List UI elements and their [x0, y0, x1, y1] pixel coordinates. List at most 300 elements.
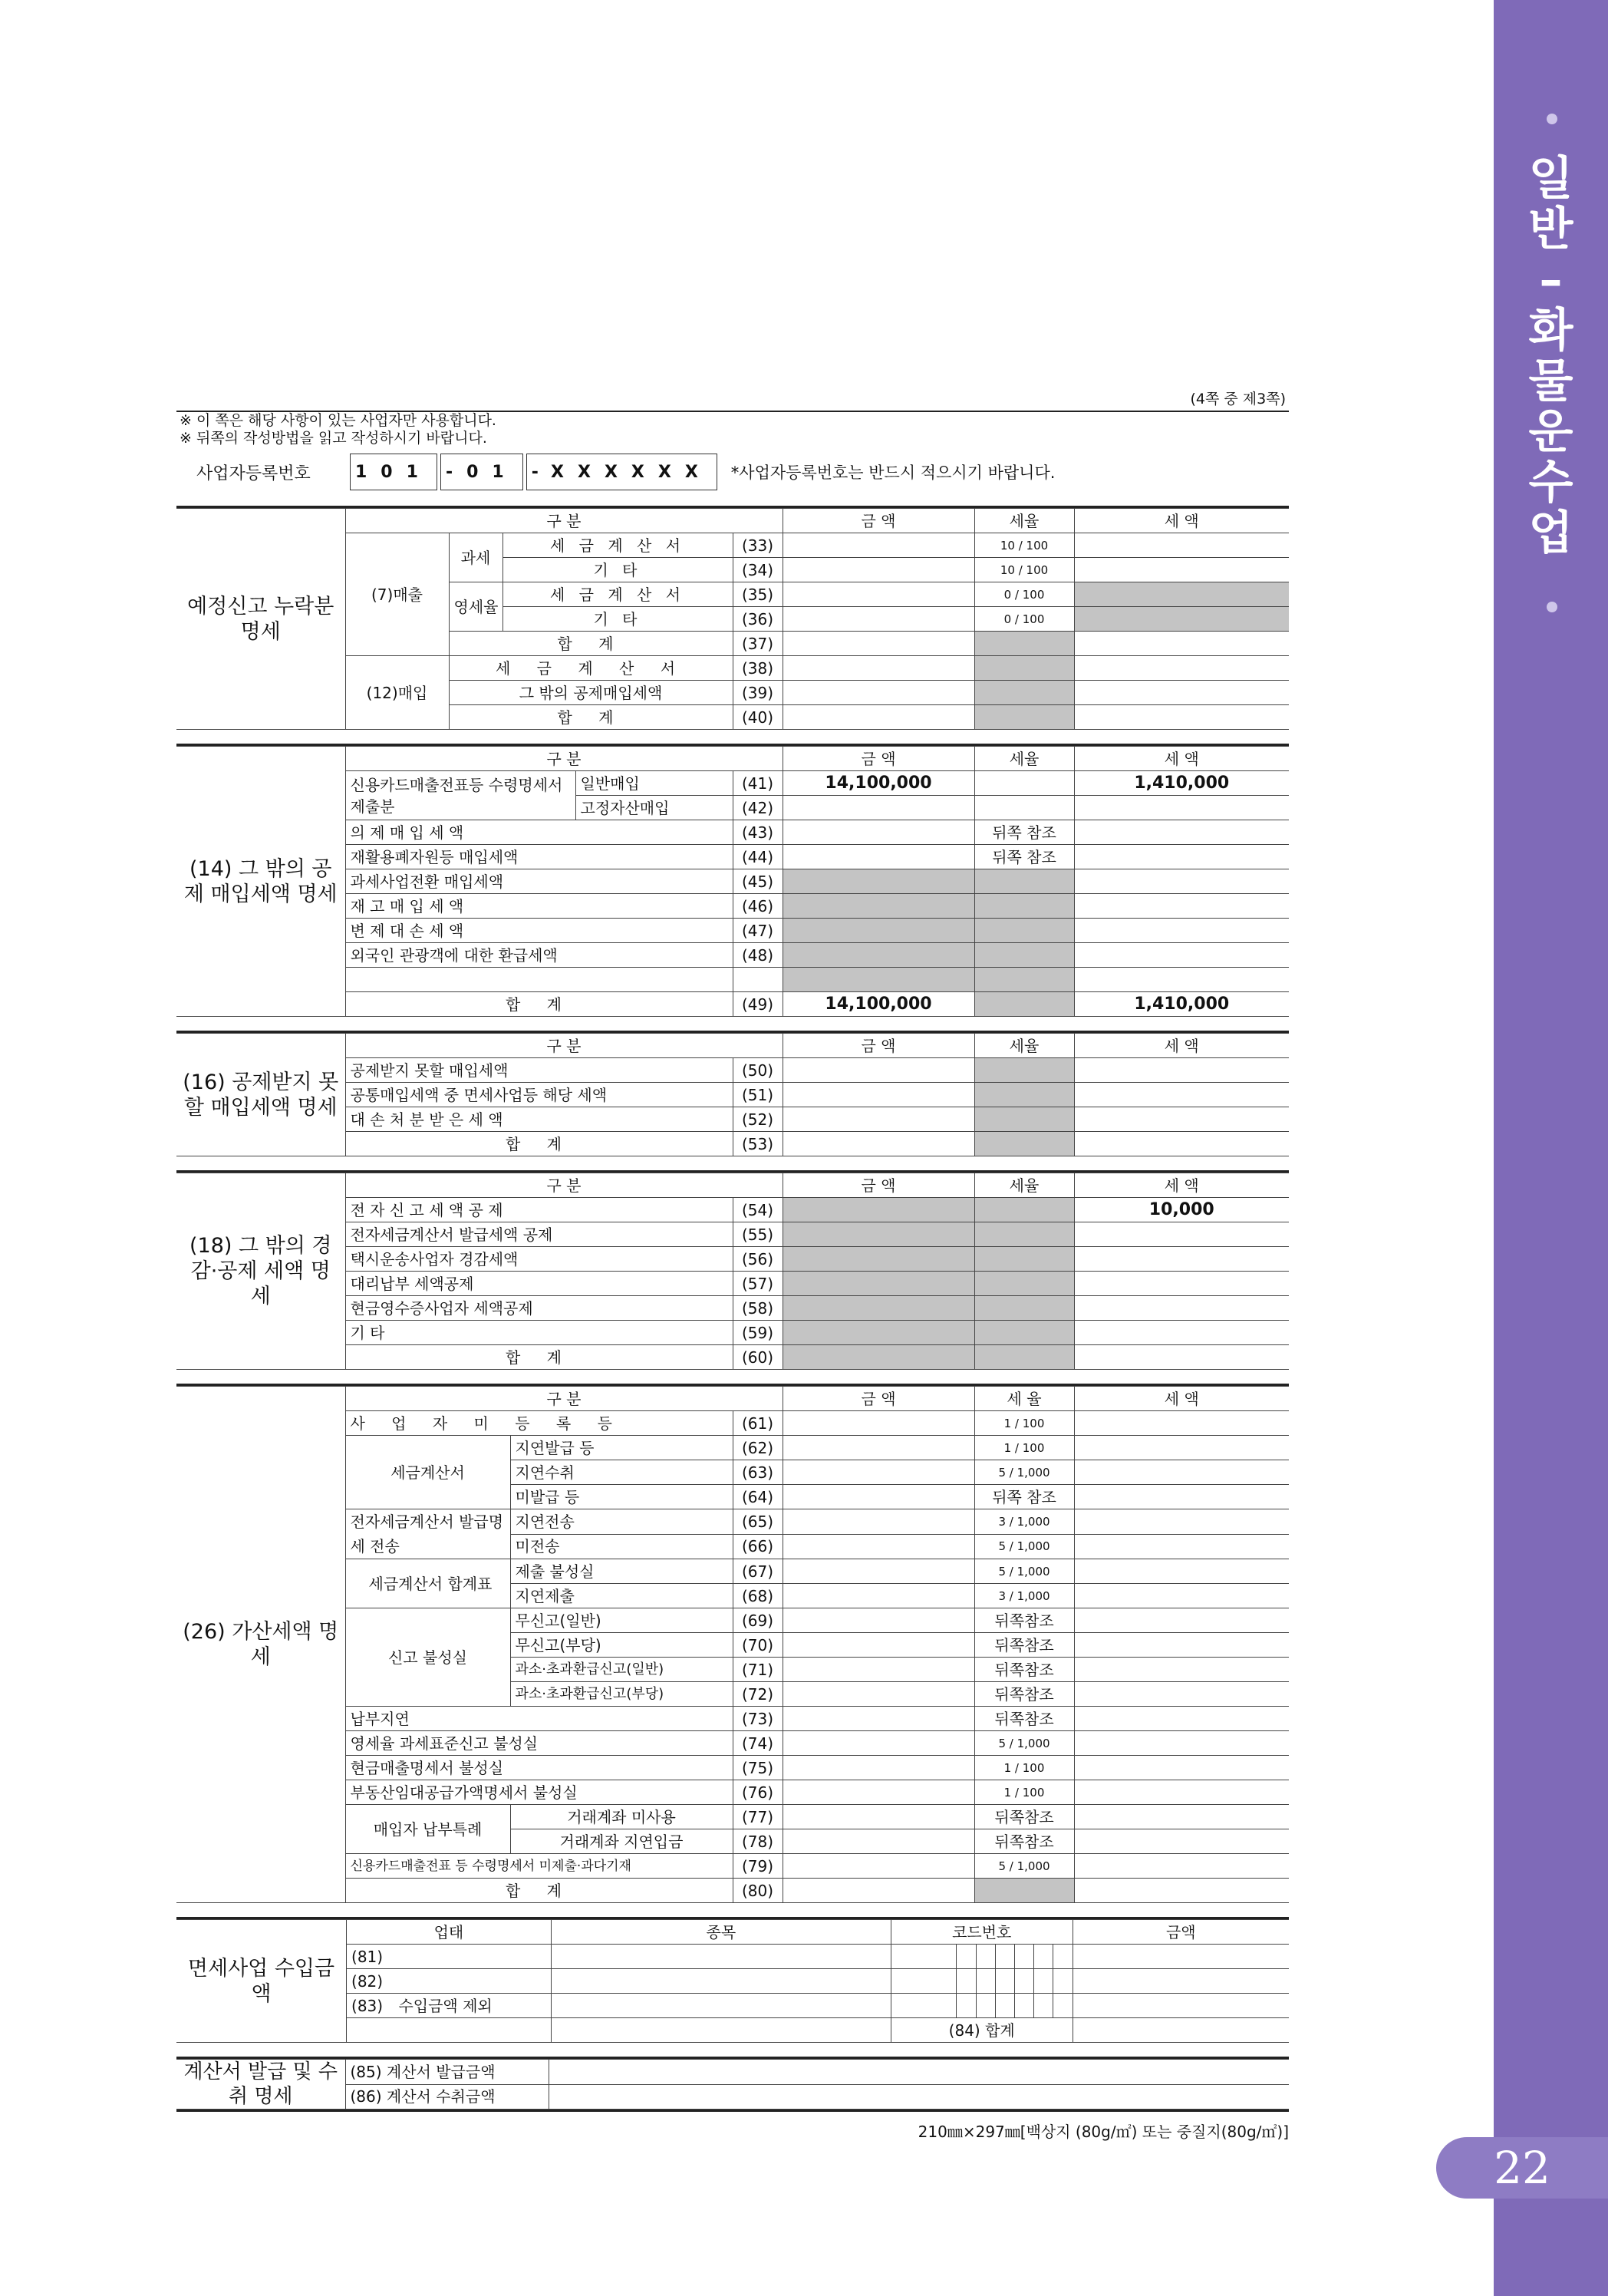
tax-cell[interactable] — [1074, 943, 1289, 968]
row-number: (44) — [733, 845, 783, 869]
amount-cell[interactable] — [783, 1780, 974, 1805]
amount-cell[interactable] — [783, 845, 974, 869]
code-cell[interactable] — [995, 1945, 1014, 1969]
shaded-cell — [974, 1296, 1074, 1321]
amount-cell[interactable] — [783, 1132, 974, 1156]
row-label: 거래계좌 지연입금 — [510, 1829, 733, 1854]
row-number: (55) — [733, 1222, 783, 1247]
shaded-cell — [974, 1272, 1074, 1296]
row-number: (61) — [733, 1411, 783, 1436]
code-cell[interactable] — [891, 1969, 957, 1994]
amount-cell[interactable] — [1073, 1994, 1289, 2018]
rate-cell: 10 / 100 — [974, 533, 1074, 558]
row-number: (82) — [347, 1969, 552, 1994]
rate-cell: 뒤쪽 참조 — [974, 1485, 1074, 1509]
rate-cell: 뒤쪽참조 — [974, 1829, 1074, 1854]
total-label: 합 계 — [345, 1132, 733, 1156]
rate-cell — [974, 771, 1074, 796]
table-non-deductible — [176, 1033, 1289, 1156]
amount-cell[interactable] — [1073, 2018, 1289, 2043]
rate-cell: 5 / 1,000 — [974, 1534, 1074, 1559]
amount-cell[interactable]: 14,100,000 — [783, 992, 974, 1017]
rate-cell: 뒤쪽참조 — [974, 1682, 1074, 1707]
shaded-cell — [783, 968, 974, 992]
sidebar-char: 일 — [1528, 152, 1573, 206]
row-label: 거래계좌 미사용 — [510, 1805, 733, 1829]
tax-cell[interactable] — [1074, 1296, 1289, 1321]
header-amount: 금액 — [1073, 1920, 1289, 1945]
amount-cell[interactable] — [783, 1682, 974, 1707]
section-title: 예정신고 누락분 명세 — [176, 509, 345, 730]
row-label — [347, 1994, 552, 2018]
tax-cell[interactable] — [1074, 1608, 1289, 1633]
row-label: 과세사업전환 매입세액 — [345, 869, 733, 894]
row-number: (52) — [733, 1107, 783, 1132]
shaded-cell — [974, 656, 1074, 681]
row-number: (53) — [733, 1132, 783, 1156]
header-amount: 금 액 — [783, 747, 974, 771]
rate-cell: 5 / 1,000 — [974, 1559, 1074, 1584]
tax-cell[interactable] — [1074, 1805, 1289, 1829]
shaded-cell — [783, 894, 974, 919]
row-number: (67) — [733, 1559, 783, 1584]
total-label: 합 계 — [345, 1345, 733, 1370]
tax-cell[interactable] — [1074, 1411, 1289, 1436]
row-label: 대리납부 세액공제 — [345, 1272, 733, 1296]
amount-cell[interactable] — [783, 1658, 974, 1682]
rate-cell: 뒤쪽참조 — [974, 1658, 1074, 1682]
header-tax: 세 액 — [1074, 1387, 1289, 1411]
row-number: (50) — [733, 1058, 783, 1083]
shaded-cell — [783, 919, 974, 943]
tax-cell[interactable]: 1,410,000 — [1074, 992, 1289, 1017]
row-number: (65) — [733, 1509, 783, 1535]
table-additional-tax — [176, 1386, 1289, 1903]
row-number: (38) — [733, 656, 783, 681]
row-number: (51) — [733, 1083, 783, 1107]
group-label: 세금계산서 — [345, 1436, 510, 1509]
amount-cell[interactable] — [783, 681, 974, 705]
tax-cell[interactable] — [1074, 1509, 1289, 1535]
amount-cell[interactable] — [783, 1509, 974, 1535]
rate-cell: 1 / 100 — [974, 1411, 1074, 1436]
amount-cell[interactable] — [783, 607, 974, 632]
row-label: 사 업 자 미 등 록 등 — [345, 1411, 733, 1436]
amount-cell[interactable] — [783, 1756, 974, 1780]
header-gubun: 구 분 — [345, 1034, 783, 1058]
tax-cell[interactable] — [1074, 1247, 1289, 1272]
sidebar-char: 화 — [1528, 304, 1573, 358]
row-label: 외국인 관광객에 대한 환급세액 — [345, 943, 733, 968]
tax-cell[interactable] — [1074, 1460, 1289, 1485]
tax-cell[interactable] — [1074, 1756, 1289, 1780]
section-other-deductible — [176, 744, 1289, 1017]
row-label: 과소·초과환급신고(부당) — [510, 1682, 733, 1707]
tax-cell[interactable] — [1074, 656, 1289, 681]
shaded-cell — [974, 919, 1074, 943]
row-label: 부동산임대공급가액명세서 불성실 — [345, 1780, 733, 1805]
shaded-cell — [783, 869, 974, 894]
reg-number-part1[interactable]: 101 — [350, 454, 437, 490]
header-rate: 세율 — [974, 1034, 1074, 1058]
header-code: 코드번호 — [891, 1920, 1073, 1945]
code-cell[interactable] — [976, 1969, 995, 1994]
amount-cell[interactable] — [783, 1436, 974, 1460]
header-rate: 세 율 — [974, 1387, 1074, 1411]
rate-cell: 뒤쪽 참조 — [974, 845, 1074, 869]
row-label: 지연발급 등 — [510, 1436, 733, 1460]
tax-cell[interactable] — [1074, 919, 1289, 943]
shaded-cell — [974, 1107, 1074, 1132]
amount-cell[interactable] — [783, 1584, 974, 1608]
reg-label: 사업자등록번호 — [196, 463, 311, 483]
code-cell[interactable] — [1014, 1945, 1033, 1969]
row-number: (49) — [733, 992, 783, 1017]
rate-cell: 뒤쪽참조 — [974, 1633, 1074, 1658]
tax-cell[interactable] — [1074, 1879, 1289, 1903]
tax-cell[interactable] — [1074, 1559, 1289, 1584]
table-invoice-statement — [176, 2059, 1289, 2110]
row-label: 택시운송사업자 경감세액 — [345, 1247, 733, 1272]
row-label: 영세율 과세표준신고 불성실 — [345, 1731, 733, 1756]
row-label: 무신고(일반) — [510, 1608, 733, 1633]
code-cell[interactable] — [1053, 1945, 1073, 1969]
header-rate: 세율 — [974, 1173, 1074, 1198]
total-84-label: (84) 합계 — [891, 2018, 1073, 2043]
tax-cell[interactable] — [1074, 681, 1289, 705]
code-cell[interactable] — [957, 1945, 976, 1969]
sidebar-char: 물 — [1528, 355, 1573, 408]
row-number: (45) — [733, 869, 783, 894]
row-label: 전 자 신 고 세 액 공 제 — [345, 1198, 733, 1222]
row-number: (74) — [733, 1731, 783, 1756]
table-other-reduction — [176, 1173, 1289, 1370]
row-number: (60) — [733, 1345, 783, 1370]
row-label: 지연수취 — [510, 1460, 733, 1485]
shaded-cell — [974, 681, 1074, 705]
row-label: 기 타 — [502, 558, 733, 582]
section-unreported — [176, 506, 1289, 730]
amount-cell[interactable] — [783, 1829, 974, 1854]
amount-cell[interactable] — [783, 1707, 974, 1731]
shaded-cell — [783, 1296, 974, 1321]
registration-row — [176, 452, 1289, 492]
amount-cell[interactable] — [783, 1633, 974, 1658]
row-number: (64) — [733, 1485, 783, 1509]
group-label: 매입자 납부특례 — [345, 1805, 510, 1854]
shaded-cell — [974, 1247, 1074, 1272]
amount-cell[interactable] — [783, 705, 974, 730]
row-label: 과소·초과환급신고(일반) — [510, 1658, 733, 1682]
amount-cell[interactable] — [783, 1107, 974, 1132]
row-number: (39) — [733, 681, 783, 705]
row-label: 공제받지 못할 매입세액 — [345, 1058, 733, 1083]
rate-cell: 3 / 1,000 — [974, 1509, 1074, 1535]
item-cell[interactable] — [551, 1945, 891, 1969]
amount-cell[interactable] — [549, 2060, 1289, 2085]
amount-cell[interactable] — [783, 796, 974, 820]
amount-cell[interactable] — [783, 632, 974, 656]
tax-cell[interactable] — [1074, 796, 1289, 820]
tax-cell[interactable] — [1074, 820, 1289, 845]
shaded-cell — [1074, 582, 1289, 607]
row-number: (43) — [733, 820, 783, 845]
shaded-cell — [783, 1272, 974, 1296]
rate-cell: 1 / 100 — [974, 1436, 1074, 1460]
tax-cell[interactable] — [1074, 1132, 1289, 1156]
tax-cell[interactable] — [1074, 533, 1289, 558]
sidebar-char: – — [1539, 253, 1563, 307]
row-label: 재 고 매 입 세 액 — [345, 894, 733, 919]
shaded-cell — [974, 869, 1074, 894]
tax-cell[interactable] — [1074, 1107, 1289, 1132]
rate-cell: 3 / 1,000 — [974, 1584, 1074, 1608]
shaded-cell — [783, 1321, 974, 1345]
tax-cell[interactable] — [1074, 1854, 1289, 1879]
row-number: (58) — [733, 1296, 783, 1321]
paper-spec: 210㎜×297㎜[백상지 (80g/㎡) 또는 중질지(80g/㎡)] — [918, 2123, 1289, 2141]
shaded-cell — [783, 1198, 974, 1222]
tax-cell[interactable] — [1074, 1707, 1289, 1731]
tax-cell[interactable] — [1074, 1658, 1289, 1682]
row-number: (56) — [733, 1247, 783, 1272]
row-number: (71) — [733, 1658, 783, 1682]
code-cell[interactable] — [1034, 1969, 1053, 1994]
section-title: (16) 공제받지 못할 매입세액 명세 — [176, 1034, 345, 1156]
row-label: 재활용폐자원등 매입세액 — [345, 845, 733, 869]
rate-cell: 뒤쪽참조 — [974, 1805, 1074, 1829]
row-number: (69) — [733, 1608, 783, 1633]
row-number: (73) — [733, 1707, 783, 1731]
tax-cell[interactable] — [1074, 1083, 1289, 1107]
amount-cell[interactable] — [783, 1854, 974, 1879]
blank-cell — [1074, 968, 1289, 992]
rate-cell: 뒤쪽참조 — [974, 1608, 1074, 1633]
shaded-cell — [974, 1321, 1074, 1345]
shaded-cell — [974, 1222, 1074, 1247]
amount-cell[interactable] — [783, 582, 974, 607]
amount-cell[interactable] — [1073, 1945, 1289, 1969]
code-cell[interactable] — [1053, 1969, 1073, 1994]
tax-cell[interactable] — [1074, 1436, 1289, 1460]
amount-cell[interactable] — [783, 1805, 974, 1829]
amount-cell[interactable] — [783, 1608, 974, 1633]
tax-cell[interactable] — [1074, 1485, 1289, 1509]
row-number: (47) — [733, 919, 783, 943]
row-number: (76) — [733, 1780, 783, 1805]
row-number: (54) — [733, 1198, 783, 1222]
row-number: (70) — [733, 1633, 783, 1658]
amount-cell[interactable] — [1073, 1969, 1289, 1994]
row-label: 무신고(부당) — [510, 1633, 733, 1658]
tax-cell[interactable] — [1074, 894, 1289, 919]
code-cell[interactable] — [891, 1945, 957, 1969]
row-number: (59) — [733, 1321, 783, 1345]
shaded-cell — [974, 894, 1074, 919]
header-tax: 세 액 — [1074, 509, 1289, 533]
shaded-cell — [974, 1345, 1074, 1370]
rate-cell: 0 / 100 — [974, 607, 1074, 632]
total-label: 합 계 — [449, 632, 733, 656]
item-cell[interactable] — [551, 1994, 891, 2018]
amount-cell[interactable] — [783, 1731, 974, 1756]
rate-cell: 5 / 1,000 — [974, 1731, 1074, 1756]
tax-cell[interactable] — [1074, 1534, 1289, 1559]
tax-cell[interactable] — [1074, 632, 1289, 656]
rate-cell: 1 / 100 — [974, 1780, 1074, 1805]
amount-cell[interactable] — [783, 558, 974, 582]
tax-cell[interactable] — [1074, 558, 1289, 582]
amount-cell[interactable]: 14,100,000 — [783, 771, 974, 796]
rate-cell: 10 / 100 — [974, 558, 1074, 582]
header-business: 업태 — [347, 1920, 552, 1945]
tax-cell[interactable] — [1074, 1272, 1289, 1296]
header-gubun: 구 분 — [345, 509, 783, 533]
section-other-reduction — [176, 1170, 1289, 1370]
code-cell[interactable] — [1053, 1994, 1073, 2018]
code-cell[interactable] — [995, 1994, 1014, 2018]
shaded-cell — [783, 1222, 974, 1247]
tax-cell[interactable] — [1074, 1345, 1289, 1370]
row-number: (34) — [733, 558, 783, 582]
amount-cell[interactable] — [783, 1411, 974, 1436]
shaded-cell — [974, 1198, 1074, 1222]
tax-cell[interactable] — [1074, 1321, 1289, 1345]
tax-cell[interactable] — [1074, 705, 1289, 730]
section-title: (26) 가산세액 명세 — [176, 1387, 345, 1903]
row-number: (75) — [733, 1756, 783, 1780]
row-label: 세 금 계 산 서 — [449, 656, 733, 681]
shaded-cell — [783, 1247, 974, 1272]
tax-cell[interactable] — [1074, 1584, 1289, 1608]
item-cell[interactable] — [551, 1969, 891, 1994]
row-label: 기 타 — [502, 607, 733, 632]
row-label: 미발급 등 — [510, 1485, 733, 1509]
section-title: 면세사업 수입금액 — [176, 1920, 347, 2043]
tax-cell[interactable]: 10,000 — [1074, 1198, 1289, 1222]
tax-cell[interactable] — [1074, 869, 1289, 894]
row-label: 현금매출명세서 불성실 — [345, 1756, 733, 1780]
row-number: (35) — [733, 582, 783, 607]
row-label: 일반매입 — [575, 771, 733, 796]
tax-cell[interactable] — [1074, 845, 1289, 869]
row-number: (36) — [733, 607, 783, 632]
header-gubun: 구 분 — [345, 1387, 783, 1411]
group-label: 신고 불성실 — [345, 1608, 510, 1707]
amount-cell[interactable] — [783, 1559, 974, 1584]
divider — [176, 2110, 1289, 2112]
amount-cell[interactable] — [783, 533, 974, 558]
code-cell[interactable] — [957, 1994, 976, 2018]
row-number: (81) — [347, 1945, 552, 1969]
code-cell[interactable] — [1014, 1969, 1033, 1994]
amount-cell[interactable] — [783, 1485, 974, 1509]
reg-number-part3[interactable]: -XXXXXX — [526, 454, 717, 490]
code-cell[interactable] — [976, 1994, 995, 2018]
shaded-cell — [783, 1345, 974, 1370]
shaded-cell — [974, 992, 1074, 1017]
tax-cell[interactable] — [1074, 1731, 1289, 1756]
amount-cell[interactable] — [783, 1534, 974, 1559]
header-rate: 세율 — [974, 509, 1074, 533]
shaded-cell — [1074, 607, 1289, 632]
row-number: (42) — [733, 796, 783, 820]
note-1: ※ 이 쪽은 해당 사항이 있는 사업자만 사용합니다. — [180, 412, 496, 429]
tax-cell[interactable] — [1074, 1222, 1289, 1247]
header-tax: 세 액 — [1074, 747, 1289, 771]
rate-cell: 뒤쪽 참조 — [974, 820, 1074, 845]
code-cell[interactable] — [1034, 1994, 1053, 2018]
vat-form-page3 — [176, 388, 1289, 2142]
shaded-cell — [974, 1879, 1074, 1903]
tax-cell[interactable]: 1,410,000 — [1074, 771, 1289, 796]
row-number: (48) — [733, 943, 783, 968]
row-label: 대 손 처 분 받 은 세 액 — [345, 1107, 733, 1132]
code-cell[interactable] — [891, 1994, 957, 2018]
row-label: 납부지연 — [345, 1707, 733, 1731]
blank-row — [345, 968, 733, 992]
row-label: 공통매입세액 중 면세사업등 해당 세액 — [345, 1083, 733, 1107]
zero-rate-label: 영세율 — [449, 582, 502, 632]
exclude-label: 수입금액 제외 — [398, 1996, 493, 2015]
header-rate: 세율 — [974, 747, 1074, 771]
amount-cell[interactable] — [549, 2084, 1289, 2110]
row-number: (41) — [733, 771, 783, 796]
row-label: 전자세금계산서 발급세액 공제 — [345, 1222, 733, 1247]
row-number: (40) — [733, 705, 783, 730]
tax-cell[interactable] — [1074, 1058, 1289, 1083]
shaded-cell — [974, 1058, 1074, 1083]
reg-number-part2[interactable]: -01 — [440, 454, 523, 490]
tax-cell[interactable] — [1074, 1633, 1289, 1658]
sidebar-char: 반 — [1528, 203, 1573, 256]
tax-cell[interactable] — [1074, 1780, 1289, 1805]
amount-cell[interactable] — [783, 1460, 974, 1485]
blank-cell — [551, 2018, 891, 2043]
code-cell[interactable] — [1014, 1994, 1033, 2018]
amount-cell[interactable] — [783, 1058, 974, 1083]
page-number: 22 — [1494, 2142, 1550, 2194]
section-title: (14) 그 밖의 공제 매입세액 명세 — [176, 747, 345, 1017]
code-cell[interactable] — [1034, 1945, 1053, 1969]
section-invoice-statement — [176, 2057, 1289, 2110]
rate-cell: 뒤쪽참조 — [974, 1707, 1074, 1731]
blank-cell — [733, 968, 783, 992]
code-cell[interactable] — [957, 1969, 976, 1994]
section-title: 계산서 발급 및 수취 명세 — [176, 2060, 345, 2110]
row-number: (66) — [733, 1534, 783, 1559]
amount-cell[interactable] — [783, 820, 974, 845]
row-label: 제출 불성실 — [510, 1559, 733, 1584]
rate-cell: 0 / 100 — [974, 582, 1074, 607]
sidebar-title — [1494, 153, 1608, 559]
code-cell[interactable] — [995, 1969, 1014, 1994]
header-amount: 금 액 — [783, 1173, 974, 1198]
tax-cell[interactable] — [1074, 1829, 1289, 1854]
row-label: (85) 계산서 발급금액 — [345, 2060, 549, 2085]
tax-cell[interactable] — [1074, 1682, 1289, 1707]
amount-cell[interactable] — [783, 1083, 974, 1107]
row-label: 세 금 계 산 서 — [502, 582, 733, 607]
amount-cell[interactable] — [783, 656, 974, 681]
amount-cell[interactable] — [783, 1879, 974, 1903]
sidebar-char: 운 — [1528, 405, 1573, 459]
sidebar-char: 수 — [1528, 456, 1573, 510]
row-number: (68) — [733, 1584, 783, 1608]
section-exempt-revenue — [176, 1917, 1289, 2043]
shaded-cell — [974, 1132, 1074, 1156]
code-cell[interactable] — [976, 1945, 995, 1969]
